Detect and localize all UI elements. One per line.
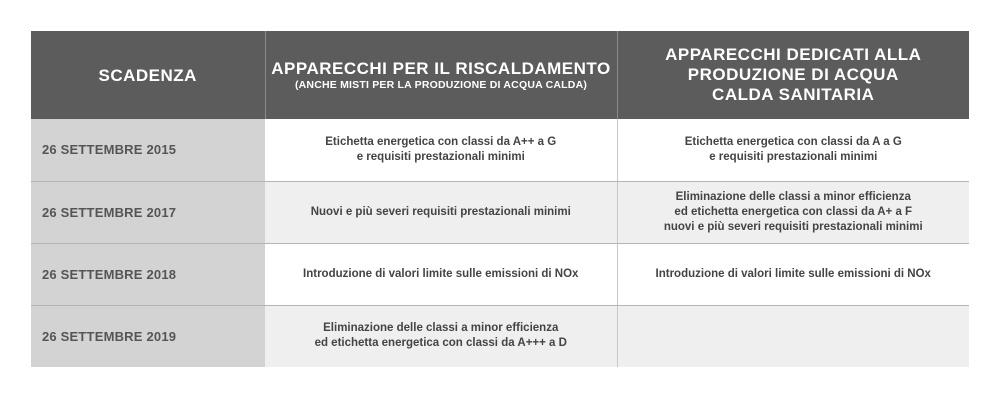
water-requirement-cell — [617, 243, 969, 305]
water-requirement-line: e requisiti prestazionali minimi — [709, 150, 878, 163]
heating-requirement-cell — [265, 119, 617, 181]
heating-requirement-line: Introduzione di valori limite sulle emissioni di NOx — [303, 267, 579, 280]
heating-requirement-cell — [265, 305, 617, 367]
header-water — [617, 31, 969, 119]
water-requirement-line: ed etichetta energetica con classi da A+ a F — [674, 205, 913, 218]
water-requirement-line: Introduzione di valori limite sulle emissioni di NOx — [655, 267, 931, 280]
water-requirement-cell — [617, 305, 969, 367]
water-requirement-line: nuovi e più severi requisiti prestazionali minimi — [663, 220, 923, 233]
heating-requirement-line: Eliminazione delle classi a minor efficienza — [323, 322, 559, 335]
header-scadenza-label: SCADENZA — [98, 65, 197, 85]
deadline-cell: 26 SETTEMBRE 2019 — [31, 305, 265, 367]
water-requirement-cell — [617, 181, 969, 243]
header-heating-title: APPARECCHI PER IL RISCALDAMENTO — [271, 59, 611, 78]
header-water-line: APPARECCHI DEDICATI ALLA — [665, 45, 922, 64]
water-requirement-cell — [617, 119, 969, 181]
table-row — [31, 181, 969, 243]
heating-requirement-cell — [265, 181, 617, 243]
heating-requirement-line: ed etichetta energetica con classi da A+++ a D — [314, 337, 567, 350]
regulation-table — [31, 31, 969, 367]
header-water-line: PRODUZIONE DI ACQUA — [687, 65, 899, 84]
water-requirement-line: Eliminazione delle classi a minor efficienza — [675, 190, 911, 203]
deadline-cell: 26 SETTEMBRE 2017 — [31, 181, 265, 243]
header-heating — [265, 31, 617, 119]
deadline-cell: 26 SETTEMBRE 2018 — [31, 243, 265, 305]
deadline-cell: 26 SETTEMBRE 2015 — [31, 119, 265, 181]
header-water-line: CALDA SANITARIA — [712, 85, 875, 104]
heating-requirement-line: Etichetta energetica con classi da A++ a G — [325, 135, 557, 148]
table-row — [31, 243, 969, 305]
water-requirement-line: Etichetta energetica con classi da A a G — [684, 135, 902, 148]
table-body — [31, 119, 969, 367]
table-row — [31, 305, 969, 367]
heating-requirement-cell — [265, 243, 617, 305]
heating-requirement-line: e requisiti prestazionali minimi — [356, 150, 525, 163]
header-scadenza — [31, 31, 265, 119]
table-header-row — [31, 31, 969, 119]
heating-requirement-line: Nuovi e più severi requisiti prestazionali minimi — [310, 205, 571, 218]
header-heating-subtitle: (ANCHE MISTI PER LA PRODUZIONE DI ACQUA CALDA) — [294, 79, 588, 91]
table-row — [31, 119, 969, 181]
